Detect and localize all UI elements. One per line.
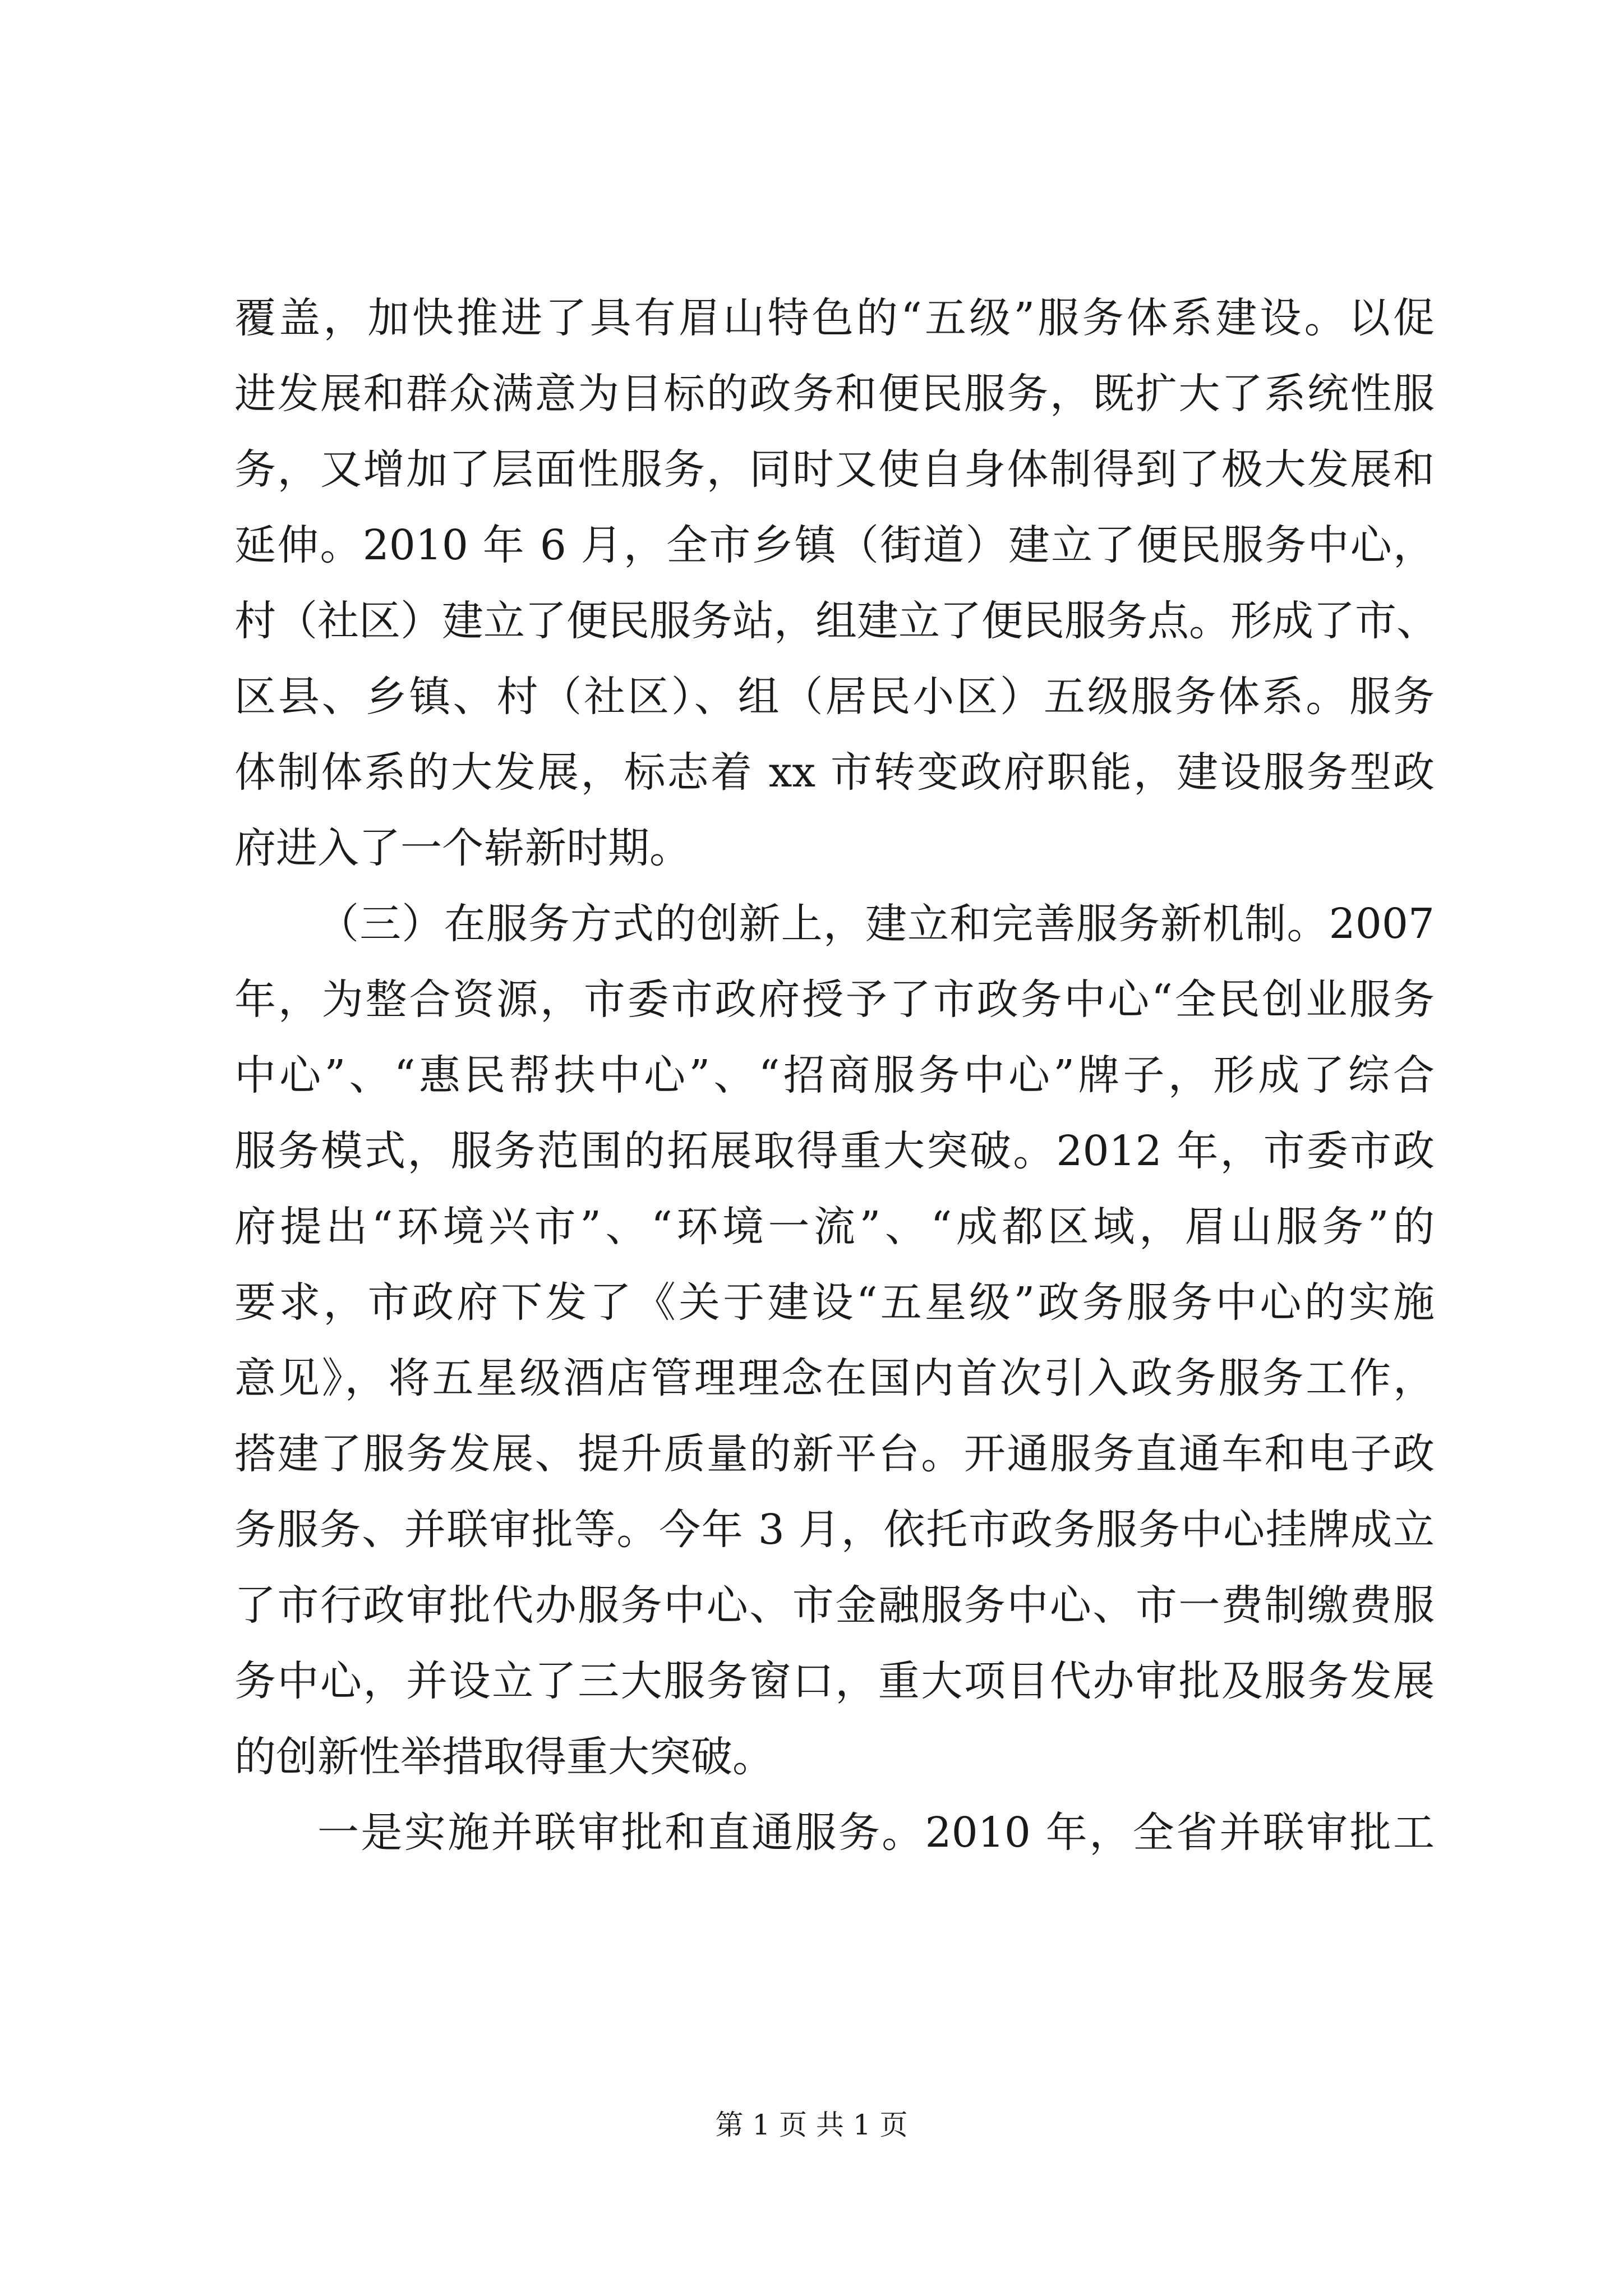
text-line: 务服务、并联审批等。今年 3 月，依托市政务服务中心挂牌成立 <box>234 1506 1435 1554</box>
text-line: 村（社区）建立了便民服务站，组建立了便民服务点。形成了市、 <box>234 597 1438 645</box>
text-line: （三）在服务方式的创新上，建立和完善服务新机制。2007 <box>317 900 1435 948</box>
text-line: 中心”、“惠民帮扶中心”、“招商服务中心”牌子，形成了综合 <box>234 1051 1435 1099</box>
page-number-label: 第 1 页 共 1 页 <box>715 2109 908 2141</box>
text-line: 的创新性举措取得重大突破。 <box>234 1733 774 1781</box>
text-line: 务，又增加了层面性服务，同时又使自身体制得到了极大发展和 <box>234 445 1435 494</box>
text-line: 府进入了一个崭新时期。 <box>234 824 691 872</box>
text-line: 区县、乡镇、村（社区）、组（居民小区）五级服务体系。服务 <box>234 673 1435 721</box>
text-line: 府提出“环境兴市”、“环境一流”、“成都区域，眉山服务”的 <box>234 1203 1435 1251</box>
text-line: 服务模式，服务范围的拓展取得重大突破。2012 年，市委市政 <box>234 1127 1435 1175</box>
text-line: 搭建了服务发展、提升质量的新平台。开通服务直通车和电子政 <box>234 1430 1435 1478</box>
text-line: 体制体系的大发展，标志着 xx 市转变政府职能，建设服务型政 <box>234 748 1435 797</box>
body-text <box>234 280 1438 1871</box>
text-line: 意见》，将五星级酒店管理理念在国内首次引入政务服务工作， <box>234 1354 1435 1402</box>
text-line: 延伸。2010 年 6 月，全市乡镇（街道）建立了便民服务中心， <box>234 521 1435 569</box>
text-line: 进发展和群众满意为目标的政务和便民服务，既扩大了系统性服 <box>234 370 1435 418</box>
text-line: 覆盖，加快推进了具有眉山特色的“五级”服务体系建设。以促 <box>234 294 1435 342</box>
page-footer <box>0 2108 1623 2142</box>
text-line: 务中心，并设立了三大服务窗口，重大项目代办审批及服务发展 <box>234 1657 1435 1705</box>
text-line: 要求，市政府下发了《关于建设“五星级”政务服务中心的实施 <box>234 1278 1435 1327</box>
text-line: 年，为整合资源，市委市政府授予了市政务中心“全民创业服务 <box>234 976 1435 1024</box>
text-line: 一是实施并联审批和直通服务。2010 年，全省并联审批工 <box>317 1809 1435 1857</box>
text-line: 了市行政审批代办服务中心、市金融服务中心、市一费制缴费服 <box>234 1581 1435 1630</box>
